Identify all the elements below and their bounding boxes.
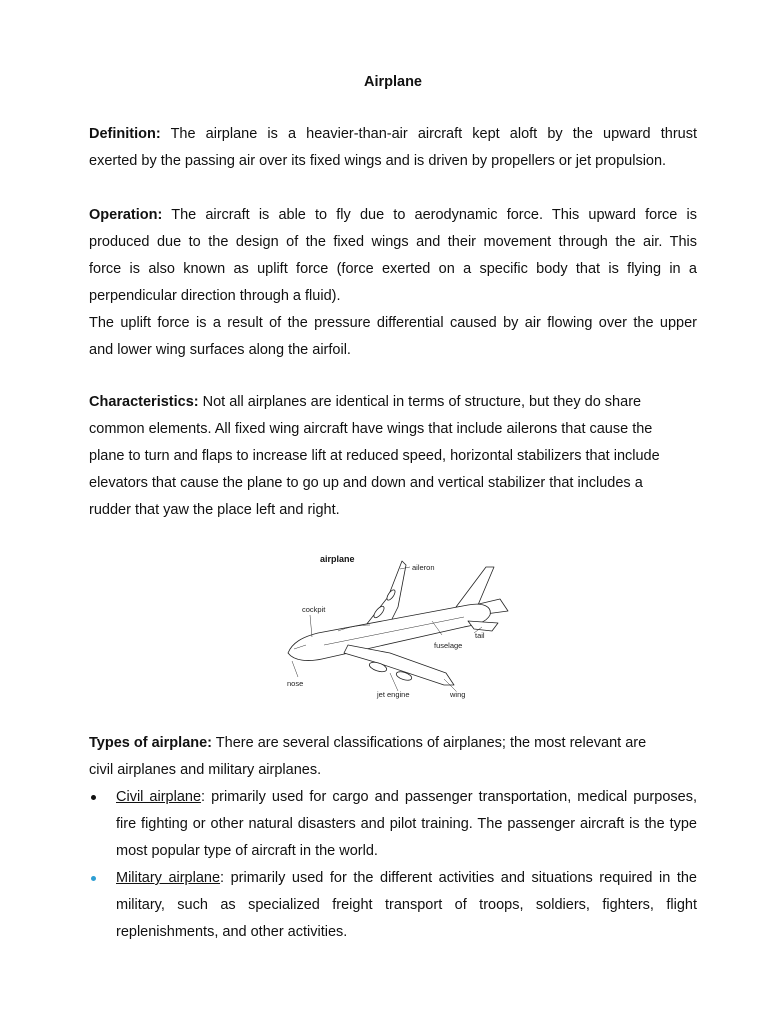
nose-leader — [292, 661, 298, 677]
list-item-military — [89, 865, 697, 946]
operation-line-1 — [89, 202, 697, 229]
list-item-civil — [89, 784, 697, 865]
military-airplane-description: : primarily used for the different activities and situations required in the military, such as specialized freight transport of troops, soldiers, fighters, flight replenishments, and other activities. — [116, 870, 697, 940]
types-line-2: civil airplanes and military airplanes. — [89, 762, 322, 778]
nose-label: nose — [287, 679, 304, 688]
far-wing-shape — [366, 561, 406, 625]
characteristics-line-3: plane to turn and flaps to increase lift at reduced speed, horizontal stabilizers that include — [89, 448, 660, 464]
airplane-diagram — [278, 545, 512, 701]
characteristics-line-5: rudder that yaw the place left and right. — [89, 502, 340, 518]
characteristics-line-1 — [89, 389, 697, 416]
characteristics-text-1: Not all airplanes are identical in terms of structure, but they do share — [202, 394, 642, 410]
operation-text-1: The aircraft is able to fly due to aerodynamic force. This upward force is — [171, 207, 697, 223]
characteristics-paragraph — [89, 389, 697, 524]
fuselage-label: fuselage — [434, 641, 463, 650]
military-airplane-term: Military airplane — [116, 870, 221, 886]
aileron-label: aileron — [412, 563, 435, 572]
definition-line-2: exerted by the passing air over its fixed wings and is driven by propellers or jet propulsion. — [89, 153, 667, 169]
cockpit-leader — [310, 615, 312, 637]
wing-label: wing — [450, 690, 466, 699]
operation-line-2: produced due to the design of the fixed wings and their movement through the air. This — [89, 234, 697, 250]
types-label: Types of airplane: — [89, 735, 213, 751]
definition-line-1 — [89, 121, 697, 148]
types-paragraph — [89, 730, 697, 784]
definition-text-1: The airplane is a heavier-than-air aircraft kept aloft by the upward thrust — [170, 126, 697, 142]
near-wing-shape — [344, 645, 454, 685]
characteristics-line-2: common elements. All fixed wing aircraft have wings that include ailerons that cause the — [89, 421, 653, 437]
types-text-1: There are several classifications of airplanes; the most relevant are — [215, 735, 647, 751]
civil-airplane-term: Civil airplane — [116, 789, 202, 805]
definition-label: Definition: — [89, 126, 161, 142]
airplane-types-list — [89, 784, 697, 946]
figure-title: airplane — [320, 554, 355, 564]
operation-label: Operation: — [89, 207, 163, 223]
lower-stabilizer-shape — [468, 621, 498, 631]
page-title: Airplane — [363, 74, 422, 90]
jet-engine-label: jet engine — [377, 690, 410, 699]
tail-fin-shape — [456, 567, 494, 607]
characteristics-label: Characteristics: — [89, 394, 199, 410]
characteristics-line-4: elevators that cause the plane to go up and down and vertical stabilizer that includes a — [89, 475, 643, 491]
bullet-icon — [91, 795, 96, 800]
definition-paragraph — [89, 121, 697, 175]
operation-line-4: perpendicular direction through a fluid). — [89, 288, 341, 304]
airplane-illustration — [278, 545, 512, 701]
operation-line-6: and lower wing surfaces along the airfoil. — [89, 342, 351, 358]
operation-line-3: force is also known as uplift force (force exerted on a specific body that is flying in a — [89, 261, 697, 277]
operation-paragraph — [89, 202, 697, 364]
types-line-1 — [89, 730, 697, 757]
civil-airplane-description: : primarily used for cargo and passenger transportation, medical purposes, fire fighting or other natural disasters and pilot training. The passenger aircraft is the type most popular type of aircraft in the world. — [116, 789, 697, 859]
bullet-icon — [91, 876, 96, 881]
tail-label: tail — [475, 631, 485, 640]
operation-line-5: The uplift force is a result of the pressure differential caused by air flowing over the upper — [89, 315, 697, 331]
cockpit-label: cockpit — [302, 605, 326, 614]
